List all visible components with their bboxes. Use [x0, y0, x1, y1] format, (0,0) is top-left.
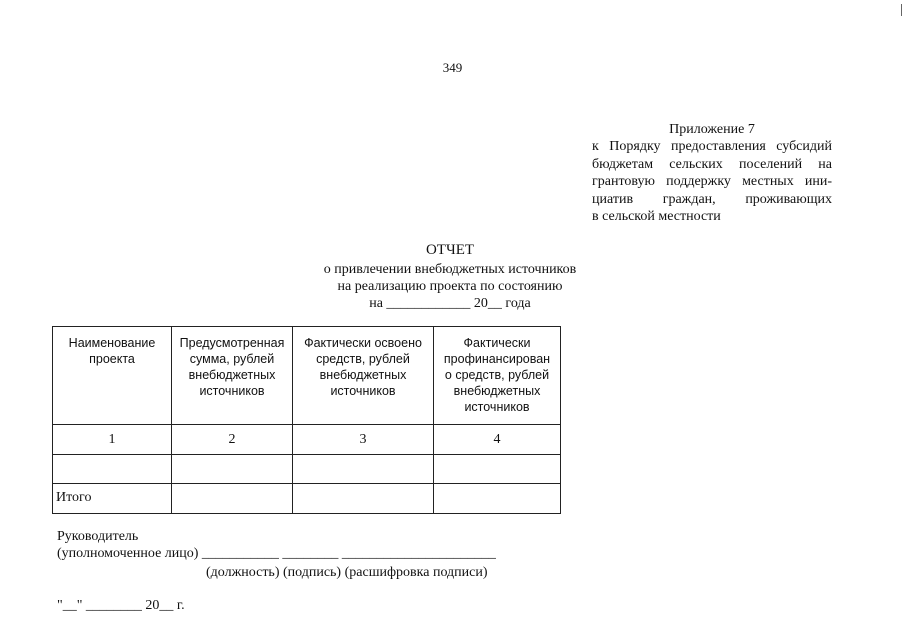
appendix-line: [592, 191, 832, 208]
appendix-word: сельских: [669, 156, 723, 172]
appendix-word: граждан,: [662, 191, 716, 207]
appendix-line: [592, 138, 832, 155]
header-line: сумма, рублей: [189, 352, 275, 366]
appendix-word: грантовую: [592, 174, 655, 190]
header-line: о средств, рублей: [444, 368, 550, 382]
appendix-line: в сельской местности: [592, 209, 721, 225]
report-date-line: на ____________ 20__ года: [369, 296, 531, 311]
total-label: Итого: [53, 484, 172, 514]
appendix-word: проживающих: [745, 191, 832, 207]
appendix-word: предоставления: [671, 139, 766, 155]
column-number-2: 2: [172, 425, 293, 455]
appendix-word: циатив: [592, 191, 634, 207]
table-cell: [434, 455, 561, 484]
appendix-word: поддержку: [666, 174, 731, 190]
signature-head: Руководитель: [57, 529, 139, 544]
column-number-3: 3: [293, 425, 434, 455]
table-column-numbers-row: [53, 425, 561, 455]
column-number-1: 1: [53, 425, 172, 455]
signature-line: (уполномоченное лицо) ___________ ________ ______________________: [57, 546, 496, 561]
table-cell: [53, 455, 172, 484]
column-number-4: 4: [434, 425, 561, 455]
header-cell-actually-spent: [293, 327, 434, 425]
table-cell: [172, 484, 293, 514]
appendix-word: бюджетам: [592, 156, 654, 172]
header-line: внебюджетных: [188, 368, 276, 382]
header-line: Фактически: [463, 336, 531, 350]
appendix-word: Порядку: [609, 139, 661, 155]
header-line: источников: [330, 384, 396, 398]
header-line: Предусмотренная: [179, 336, 285, 350]
table-cell: [293, 455, 434, 484]
signature-date: "__" ________ 20__ г.: [57, 598, 185, 613]
report-subtitle-2: на реализацию проекта по состоянию: [337, 279, 563, 294]
table-total-row: [53, 484, 561, 514]
page-number: 349: [442, 60, 463, 75]
signature-captions: (должность) (подпись) (расшифровка подписи): [206, 565, 488, 580]
header-line: Фактически освоено: [304, 336, 422, 350]
report-table: [52, 326, 561, 514]
header-cell-planned-sum: [172, 327, 293, 425]
page-edge-mark: [901, 4, 902, 16]
appendix-line: [592, 156, 832, 173]
report-title: ОТЧЕТ: [425, 242, 475, 258]
appendix-title: Приложение 7: [669, 122, 755, 137]
table-header-row: [53, 327, 561, 425]
appendix-text: [592, 138, 832, 225]
appendix-word: ини-: [804, 174, 832, 190]
appendix-line: [592, 173, 832, 190]
header-line: внебюджетных: [453, 384, 541, 398]
header-line: Наименование: [68, 336, 156, 350]
appendix-word: поселений: [738, 156, 803, 172]
appendix-block: [592, 121, 832, 225]
table-cell: [434, 484, 561, 514]
report-subtitle-1: о привлечении внебюджетных источников: [323, 262, 577, 277]
header-line: проекта: [89, 352, 135, 366]
appendix-word: на: [818, 156, 832, 172]
table-row: [53, 455, 561, 484]
header-line: профинансирован: [443, 352, 551, 366]
header-cell-actually-financed: [434, 327, 561, 425]
header-cell-project-name: [53, 327, 172, 425]
header-line: внебюджетных: [319, 368, 407, 382]
header-line: источников: [464, 400, 530, 414]
header-line: средств, рублей: [316, 352, 410, 366]
table-cell: [172, 455, 293, 484]
header-line: источников: [199, 384, 265, 398]
table-cell: [293, 484, 434, 514]
appendix-word: субсидий: [776, 139, 832, 155]
appendix-word: местных: [742, 174, 794, 190]
appendix-word: к: [592, 139, 599, 155]
